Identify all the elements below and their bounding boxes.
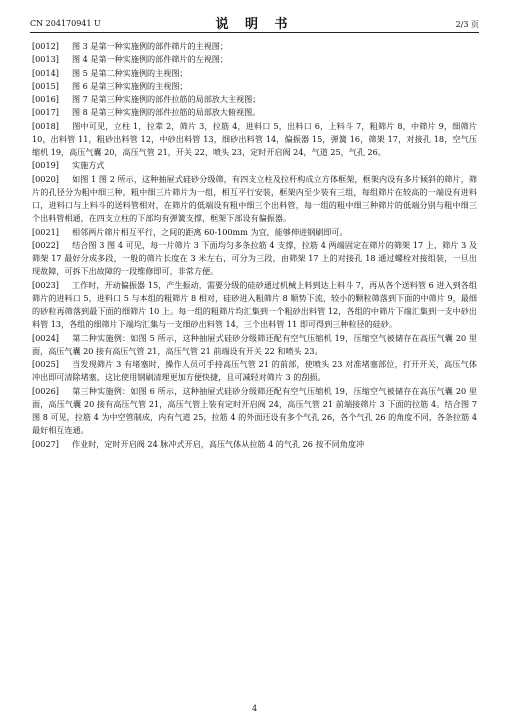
- page-info: 2/3 页: [455, 20, 479, 29]
- paragraph: [32, 53, 477, 66]
- paragraph: [32, 40, 477, 53]
- paragraph-number: [0020]: [32, 173, 59, 184]
- document-title: 说 明 书: [215, 17, 294, 32]
- paragraph-number: [0018]: [32, 120, 59, 131]
- page-header: [30, 10, 479, 32]
- paragraph-text: 图 5 是第二种实施例的主视图；: [72, 67, 188, 78]
- paragraph-text: 作业时，定时开启阀 24 脉冲式开启，高压气体从拉筋 4 的气孔 26 按不同角度冲: [72, 438, 365, 449]
- paragraph: [32, 438, 477, 451]
- paragraph: [32, 159, 477, 172]
- paragraph-text: 第二种实施例：如图 5 所示，这种抽屉式硅砂分级筛还配有空气压缩机 19，压缩空气被储存在高压气囊 20 里面，高压气囊 20 接有高压气管 21，高压气管 21 前端设有开关 22 和喷头 23。: [32, 332, 477, 356]
- paragraph-text: 当发现筛片 3 有堵塞时，操作人员可手持高压气管 21 的前部，使喷头 23 对准堵塞部位，打开开关，高压气体冲出即可清除堵塞，这比使用钢刷清理更加方便快捷，且可减轻对筛片 3 的刮损。: [32, 359, 477, 383]
- paragraph: [32, 239, 477, 279]
- paragraph-number: [0017]: [32, 107, 59, 118]
- paragraph-number: [0015]: [32, 80, 59, 91]
- paragraph-number: [0012]: [32, 41, 59, 51]
- document-number: CN 204170941 U: [30, 19, 101, 28]
- paragraph-text: 工作时，开动偏振器 15，产生振动，需要分级的硅砂通过机械上料到达上料斗 7，再从各个送料管 6 进入到各组筛片的进料口 5，进料口 5 与本组的粗筛片 8 相对，硅砂进入粗筛片 8 顺势下流，较小的颗粒筛落到下面的中筛片 9，最细的砂粒再筛落到最下面的细筛片 10 上。每一组的粗筛片均汇集到一个粗砂出料管 12，各组的中筛片下端汇集到一支中砂出料管 13，各组的细筛片下端均汇集与一支细砂出料管 14，三个出料管 11 即可得到三种粒径的硅砂。: [32, 279, 477, 330]
- paragraph-number: [0026]: [32, 385, 59, 396]
- paragraph-text: 图 3 是第一种实施例的部件筛片的主视图；: [72, 41, 228, 51]
- paragraph-text: 图中可见，立柱 1，拉辈 2，筛片 3，拉筋 4，进料口 5，出料口 6，上料斗 7，粗筛片 8，中筛片 9，细筛片 10，出料管 11，粗砂出料管 12，中砂出料管 13，细砂出料管 14，偏振器 15，弹簧 16，筛架 17，对接孔 18，空气压缩机 19，高压气囊 20，高压气管 21，开关 22，喷头 23，定时开启阀 24，气道 25，气孔 26。: [32, 120, 477, 157]
- paragraph-text: 图 4 是第一种实施例的部件筛片的左视图；: [72, 54, 228, 65]
- paragraph-text: 如图 1 图 2 所示，这种抽屉式硅砂分级筛，有四支立柱及拉杆构成立方体框架，框架内设有多片倾斜的筛片，筛片的孔径分为粗中细三种，粗中细三片筛片为一组，相互平行安装，框架内至少装有三组，每组筛片在较高的一端设有进料口，进料口与上料斗的送料管相对，在筛片的低端设有粗中细三个出料管，每一组的粗中细三种筛片的低端分别与粗中细三个出料管相通，在四支立柱的下部均有弹簧支撑，框架下部设有偏振器。: [32, 173, 477, 224]
- paragraph-number: [0022]: [32, 239, 59, 250]
- paragraph: [32, 332, 477, 359]
- paragraph: [32, 226, 477, 239]
- paragraph-number: [0023]: [32, 279, 59, 290]
- paragraph: [32, 80, 477, 93]
- paragraph: [32, 120, 477, 160]
- paragraph: [32, 67, 477, 80]
- paragraph-number: [0021]: [32, 226, 59, 237]
- paragraph-text: 实施方式: [72, 160, 105, 171]
- paragraph: [32, 385, 477, 438]
- paragraph: [32, 106, 477, 119]
- document-body: [32, 40, 477, 451]
- header-divider: [30, 32, 479, 33]
- paragraph-number: [0013]: [32, 54, 59, 65]
- page-number: 4: [251, 704, 258, 713]
- paragraph-number: [0027]: [32, 438, 59, 449]
- paragraph-text: 相邻两片筛片相互平行，之间的距离 60-100mm 为宜，能够伸进钢刷即可。: [72, 226, 348, 237]
- paragraph-number: [0016]: [32, 94, 59, 104]
- paragraph-text: 结合图 3 图 4 可见，每一片筛片 3 下面均匀多条拉筋 4 支撑，拉筋 4 两端固定在筛片的筛架 17 上，筛片 3 及筛架 17 最好分成多段，一般的筛片长度在 3 米左右，可分为三段，由筛架 17 上的对接孔 18 通过螺栓对接组装，一旦出现故障，可拆下出故障的一段维修即可，非常方便。: [32, 239, 477, 277]
- paragraph-text: 图 8 是第三种实施例的部件拉筋的局部放大俯视图。: [72, 107, 261, 118]
- paragraph-number: [0019]: [32, 160, 59, 171]
- paragraph: [32, 279, 477, 332]
- paragraph-text: 图 7 是第三种实施例的部件拉筋的局部放大主视图；: [72, 94, 261, 104]
- paragraph-text: 第三种实施例：如图 6 所示，这种抽屉式硅砂分级筛还配有空气压缩机 19，压缩空气被储存在高压气囊 20 里面，高压气囊 20 接有高压气管 21，高压气管上装有定时开启阀 24，高压气管 21 前端接筛片 3 下面的拉筋 4。结合图 7 图 8 可见，拉筋 4 为中空管制成，内有气道 25，拉筋 4 的外面还设有多个气孔 26，各个气孔 26 的角度不同，各条拉筋 4 最好相互连通。: [32, 385, 477, 436]
- paragraph-number: [0025]: [32, 359, 59, 369]
- paragraph-number: [0014]: [32, 67, 59, 78]
- paragraph: [32, 93, 477, 106]
- paragraph: [32, 173, 477, 226]
- paragraph-text: 图 6 是第三种实施例的主视图；: [72, 80, 188, 91]
- paragraph: [32, 358, 477, 385]
- paragraph-number: [0024]: [32, 332, 59, 343]
